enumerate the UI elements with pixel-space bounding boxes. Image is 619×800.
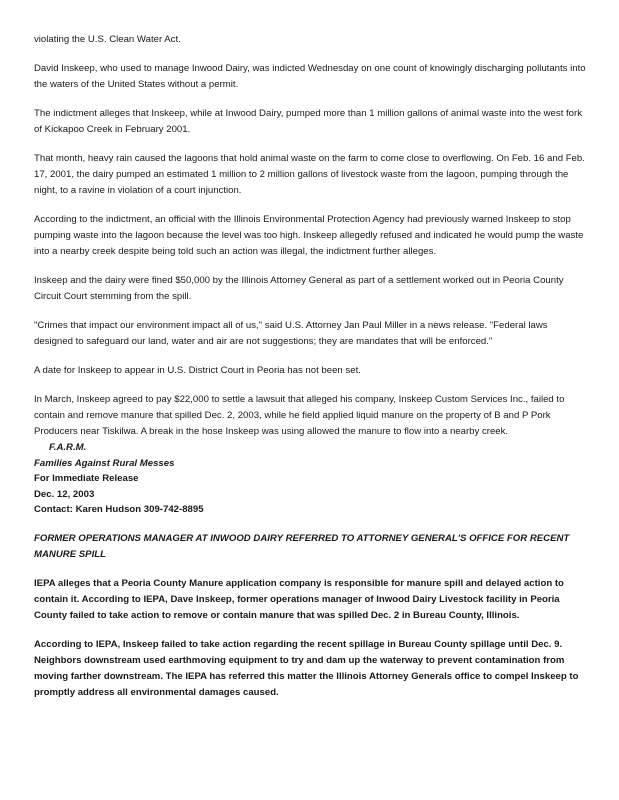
article-paragraph: violating the U.S. Clean Water Act. bbox=[34, 34, 181, 45]
release-headline: FORMER OPERATIONS MANAGER AT INWOOD DAIRY REFERRED TO ATTORNEY GENERAL'S OFFICE FOR RECENT MANURE SPILL bbox=[34, 532, 570, 560]
article-paragraph: That month, heavy rain caused the lagoons that hold animal waste on the farm to come close to overflowing. On Feb. 16 and Feb. 17, 2001, the dairy pumped an estimated 1 million to 2 million gallons of livestock waste from the lagoon, pumping through the night, to a ravine in violation of a court injunction. bbox=[34, 153, 585, 196]
article-paragraph: "Crimes that impact our environment impact all of us," said U.S. Attorney Jan Paul Miller in a news release. "Federal laws designed to safeguard our land, water and air are not suggestions; they are mandates that will be enforced." bbox=[34, 320, 548, 347]
article-paragraph: According to the indictment, an official with the Illinois Environmental Protection Agency had previously warned Inskeep to stop pumping waste into the lagoon because the level was too high. Inskeep allegedly refused and indicated he would pump the waste into a nearby creek despite being told such an action was illegal, the indictment further alleges. bbox=[34, 214, 584, 257]
article-paragraph: David Inskeep, who used to manage Inwood Dairy, was indicted Wednesday on one count of knowingly discharging pollutants into the waters of the United States without a permit. bbox=[34, 63, 586, 90]
release-type: For Immediate Release bbox=[34, 473, 139, 484]
org-short-name: F.A.R.M. bbox=[49, 442, 87, 453]
org-full-name: Families Against Rural Messes bbox=[34, 457, 175, 469]
release-date: Dec. 12, 2003 bbox=[34, 488, 95, 500]
press-release-header bbox=[34, 440, 586, 518]
release-paragraph: According to IEPA, Inskeep failed to take action regarding the recent spillage in Bureau County spillage until Dec. 9. Neighbors downstream used earthmoving equipment to try and dam up the waterway to prevent contamination from moving farther downstream. The IEPA has referred this matter the Illinois Attorney Generals office to compel Inskeep to promptly address all environmental damages caused. bbox=[34, 638, 579, 698]
release-paragraph: IEPA alleges that a Peoria County Manure application company is responsible for manure spill and delayed action to contain it. According to IEPA, Dave Inskeep, former operations manager of Inwood Dairy Livestock facility in Peoria County failed to take action to remove or contain manure that was spilled Dec. 2 in Bureau County, Illinois. bbox=[34, 577, 564, 621]
article-paragraph: Inskeep and the dairy were fined $50,000 by the Illinois Attorney General as part of a settlement worked out in Peoria County Circuit Court stemming from the spill. bbox=[34, 275, 564, 302]
release-contact: Contact: Karen Hudson 309-742-8895 bbox=[34, 504, 204, 515]
article-paragraph: In March, Inskeep agreed to pay $22,000 to settle a lawsuit that alleged his company, Inskeep Custom Services Inc., failed to contain and remove manure that spilled Dec. 2, 2003, while he field applied liquid manure on the property of B and P Pork Producers near Tiskilwa. A break in the hose Inskeep was using allowed the manure to flow into a nearby creek. bbox=[34, 394, 565, 437]
article-paragraph: A date for Inskeep to appear in U.S. District Court in Peoria has not been set. bbox=[34, 365, 361, 376]
article-paragraph: The indictment alleges that Inskeep, while at Inwood Dairy, pumped more than 1 million gallons of animal waste into the west fork of Kickapoo Creek in February 2001. bbox=[34, 108, 583, 135]
document-page bbox=[34, 32, 586, 701]
